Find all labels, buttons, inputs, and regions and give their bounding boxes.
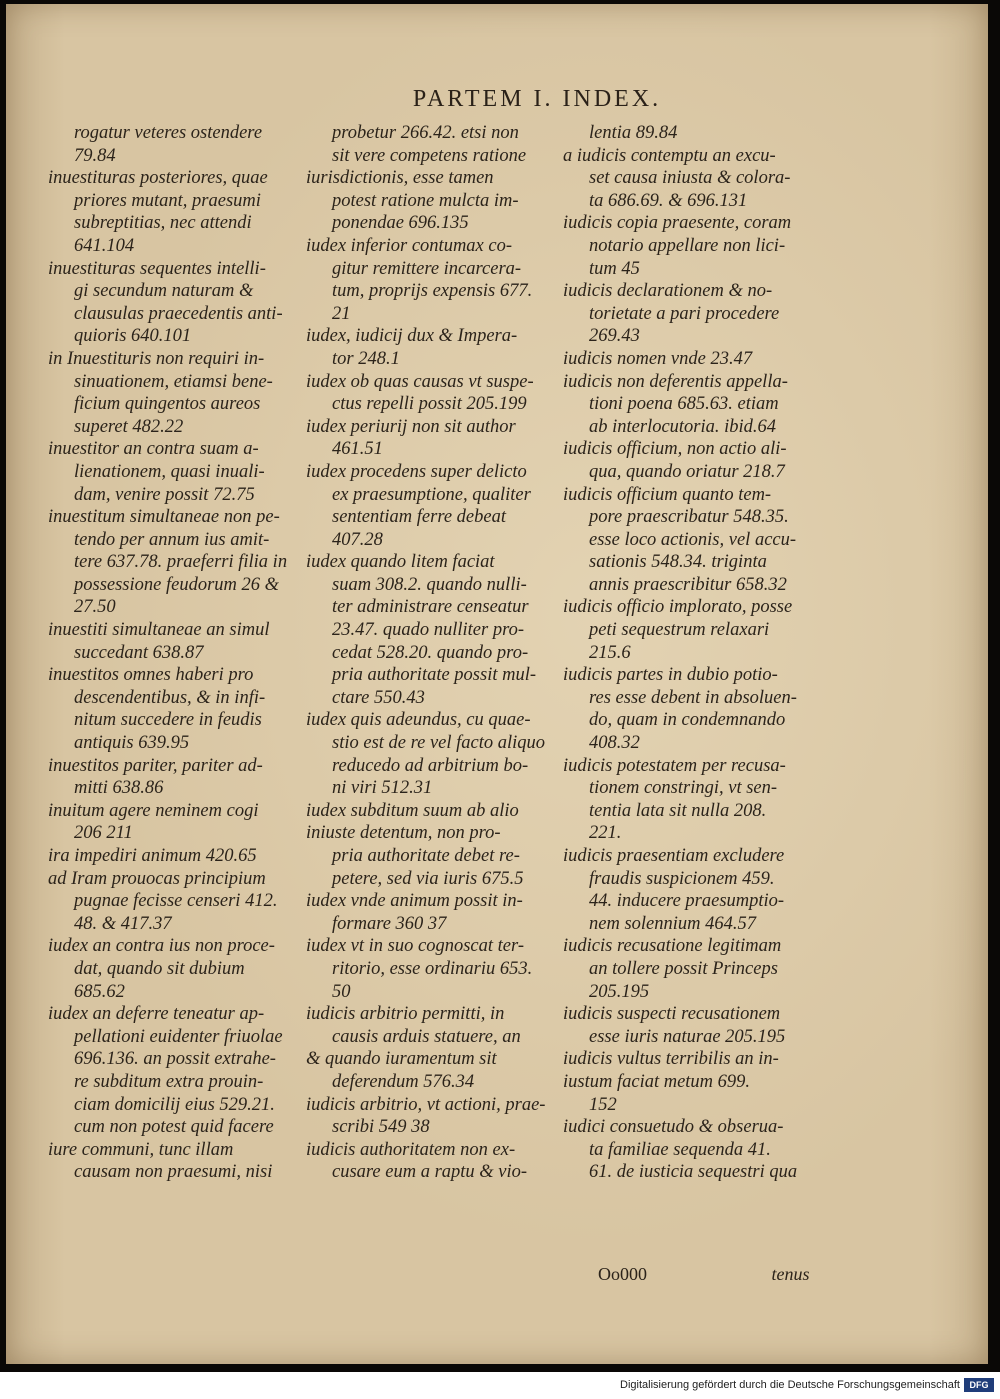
index-line: suam 308.2. quando nulli- <box>332 574 527 595</box>
index-line: causis arduis statuere, an <box>332 1026 521 1047</box>
index-line: do, quam in condemnando <box>589 710 786 731</box>
index-line: pellationi euidenter friuolae <box>74 1026 283 1047</box>
index-line: 696.136. an possit extrahe- <box>74 1049 276 1070</box>
index-line: antiquis 639.95 <box>74 733 190 754</box>
index-line: superet 482.22 <box>74 416 184 437</box>
index-line: potest ratione mulcta im- <box>332 190 519 211</box>
index-line: 408.32 <box>589 733 640 754</box>
index-line: mitti 638.86 <box>74 778 164 799</box>
index-line: iudicis praesentiam excludere <box>563 846 785 866</box>
index-line: iudex an contra ius non proce- <box>48 936 275 957</box>
index-line: tere 637.78. praeferri filia in <box>74 552 288 573</box>
index-line: iudicis non deferentis appella- <box>563 371 788 392</box>
index-line: & quando iuramentum sit <box>306 1049 497 1070</box>
index-line: ritorio, esse ordinariu 653. <box>332 958 533 979</box>
index-line: iudicis authoritatem non ex- <box>306 1139 516 1160</box>
index-line: iudicis potestatem per recusa- <box>563 755 786 776</box>
index-line: ta 686.69. & 696.131 <box>589 190 748 211</box>
index-line: iudicis officio implorato, posse <box>563 597 793 618</box>
index-column-left <box>48 122 318 1184</box>
index-line: pria authoritate possit mul- <box>332 665 537 686</box>
index-line: ter administrare censeatur <box>332 597 529 618</box>
index-line: inuestituras sequentes intelli- <box>48 258 266 279</box>
index-line: 407.28 <box>332 529 383 550</box>
index-line: notario appellare non lici- <box>589 235 786 256</box>
index-line: iudex subditum suum ab alio <box>306 800 519 821</box>
index-line: petere, sed via iuris 675.5 <box>332 868 524 889</box>
index-line: lienationem, quasi inuali- <box>74 461 265 482</box>
index-line: priores mutant, praesumi <box>74 190 261 211</box>
index-line: iudex ob quas causas vt suspe- <box>306 371 534 392</box>
index-line: esse loco actionis, vel accu- <box>589 529 797 550</box>
index-line: iustum faciat metum 699. <box>563 1071 751 1092</box>
index-line: inuestitum simultaneae non pe- <box>48 507 280 528</box>
index-line: subreptitias, nec attendi <box>74 213 252 234</box>
index-line: 44. inducere praesumptio- <box>589 891 785 912</box>
index-line: iudex procedens super delicto <box>306 461 527 482</box>
index-line: sententiam ferre debeat <box>332 507 506 528</box>
index-line: ctus repelli possit 205.199 <box>332 394 527 415</box>
index-line: sationis 548.34. triginta <box>589 552 767 573</box>
index-line: scribi 549 38 <box>332 1117 430 1138</box>
index-line: probetur 266.42. etsi non <box>332 123 519 143</box>
index-line: iudex quando litem faciat <box>306 552 495 573</box>
index-line: 23.47. quado nulliter pro- <box>332 620 525 641</box>
index-line: dam, venire possit 72.75 <box>74 484 255 505</box>
index-line: possessione feudorum 26 & <box>74 574 280 595</box>
index-line: sinuationem, etiamsi bene- <box>74 371 273 392</box>
funding-credit: Digitalisierung gefördert durch die Deutsche Forschungsgemeinschaft <box>620 1379 960 1391</box>
index-line: iudicis arbitrio permitti, in <box>306 1004 505 1025</box>
index-line: peti sequestrum relaxari <box>589 620 770 641</box>
index-line: inuestitos omnes haberi pro <box>48 665 254 686</box>
index-line: 27.50 <box>74 597 116 618</box>
index-line: 21 <box>332 303 351 324</box>
index-line: ad Iram prouocas principium <box>48 868 266 889</box>
index-line: iudicis arbitrio, vt actioni, prae- <box>306 1094 546 1115</box>
index-line: cum non potest quid facere <box>74 1117 274 1138</box>
index-line: 461.51 <box>332 439 383 460</box>
index-line: ab interlocutoria. ibid.64 <box>589 416 777 437</box>
index-line: 61. de iusticia sequestri qua <box>589 1162 798 1183</box>
index-line: gi secundum naturam & <box>74 281 254 302</box>
index-line: tionem constringi, vt sen- <box>589 778 778 799</box>
index-line: ira impediri animum 420.65 <box>48 846 257 866</box>
index-line: tor 248.1 <box>332 348 400 369</box>
index-line: torietate a pari procedere <box>589 303 780 324</box>
index-line: 152 <box>589 1094 617 1115</box>
index-line: 79.84 <box>74 145 116 166</box>
index-line: iudex inferior contumax co- <box>306 235 513 256</box>
index-column-middle <box>306 122 568 1184</box>
index-line: ex praesumptione, qualiter <box>332 484 531 505</box>
index-line: 685.62 <box>74 981 125 1002</box>
index-line: pugnae fecisse censeri 412. <box>74 891 278 912</box>
index-line: clausulas praecedentis anti- <box>74 303 283 324</box>
index-line: iudex, iudicij dux & Impera- <box>306 326 518 347</box>
index-line: ta familiae sequenda 41. <box>589 1139 771 1160</box>
index-line: tendo per annum ius amit- <box>74 529 270 550</box>
index-line: nitum succedere in feudis <box>74 710 262 731</box>
index-line: tum 45 <box>589 258 640 279</box>
index-line: fraudis suspicionem 459. <box>589 868 775 889</box>
index-line: iudicis partes in dubio potio- <box>563 665 778 686</box>
index-line: descendentibus, & in infi- <box>74 687 266 708</box>
index-line: iudicis suspecti recusationem <box>563 1004 781 1025</box>
index-line: in Inuestituris non requiri in- <box>48 348 265 369</box>
index-line: iure communi, tunc illam <box>48 1139 234 1160</box>
index-line: reducedo ad arbitrium bo- <box>332 755 529 776</box>
index-line: 48. & 417.37 <box>74 913 172 934</box>
index-line: iudex periurij non sit author <box>306 416 516 437</box>
index-line: an tollere possit Princeps <box>589 958 778 979</box>
index-line: iudicis officium quanto tem- <box>563 484 772 505</box>
dfg-logo-icon: DFG <box>964 1378 994 1392</box>
index-line: ctare 550.43 <box>332 687 425 708</box>
index-line: inuestituras posteriores, quae <box>48 168 268 189</box>
index-line: 641.104 <box>74 235 135 256</box>
index-line: iudicis declarationem & no- <box>563 281 773 302</box>
index-line: deferendum 576.34 <box>332 1071 475 1092</box>
index-line: inuestitor an contra suam a- <box>48 439 259 460</box>
catchline <box>598 1264 828 1285</box>
index-line: iudicis officium, non actio ali- <box>563 439 787 460</box>
catchword: tenus <box>771 1264 810 1284</box>
index-line: iudex vt in suo cognoscat ter- <box>306 936 524 957</box>
index-line: stio est de re vel facto aliquo <box>332 733 546 754</box>
index-line: inuestiti simultaneae an simul <box>48 620 270 641</box>
index-line: succedant 638.87 <box>74 642 204 663</box>
index-line: inuitum agere neminem cogi <box>48 800 259 821</box>
index-line: cedat 528.20. quando pro- <box>332 642 529 663</box>
index-line: quioris 640.101 <box>74 326 192 347</box>
signature-mark: Oo000 <box>598 1264 647 1284</box>
index-line: dat, quando sit dubium <box>74 958 245 979</box>
index-line: res esse debent in absoluen- <box>589 687 797 708</box>
index-line: annis praescribitur 658.32 <box>589 574 787 595</box>
index-line: iurisdictionis, esse tamen <box>306 168 494 189</box>
index-line: set causa iniusta & colora- <box>589 168 791 189</box>
index-line: inuestitos pariter, pariter ad- <box>48 755 263 776</box>
index-line: cusare eum a raptu & vio- <box>332 1162 528 1183</box>
index-line: gitur remittere incarcera- <box>332 258 522 279</box>
page-header <box>6 86 988 113</box>
index-line: ponendae 696.135 <box>332 213 469 234</box>
index-line: ni viri 512.31 <box>332 778 433 799</box>
index-line: iudicis copia praesente, coram <box>563 213 792 234</box>
index-column-right <box>563 122 833 1184</box>
index-line: esse iuris naturae 205.195 <box>589 1026 786 1047</box>
index-line: iudex quis adeundus, cu quae- <box>306 710 531 731</box>
index-line: iudex an deferre teneatur ap- <box>48 1004 265 1025</box>
index-line: lentia 89.84 <box>589 123 678 143</box>
index-line: pria authoritate debet re- <box>332 846 520 866</box>
book-page <box>6 4 988 1364</box>
index-line: nem solennium 464.57 <box>589 913 756 934</box>
index-line: causam non praesumi, nisi <box>74 1162 273 1183</box>
index-line: iudici consuetudo & obserua- <box>563 1117 784 1138</box>
page-title: PARTEM I. INDEX. <box>412 86 662 112</box>
index-line: qua, quando oriatur 218.7 <box>589 461 785 482</box>
index-line: 269.43 <box>589 326 640 347</box>
index-line: iniuste detentum, non pro- <box>306 823 501 844</box>
index-line: iudicis vultus terribilis an in- <box>563 1049 779 1070</box>
index-line: ficium quingentos aureos <box>74 394 261 415</box>
index-line: 215.6 <box>589 642 631 663</box>
index-line: re subditum extra prouin- <box>74 1071 264 1092</box>
index-line: rogatur veteres ostendere <box>74 123 263 143</box>
index-line: iudex vnde animum possit in- <box>306 891 523 912</box>
digitization-footer <box>0 1372 1000 1399</box>
index-line: tum, proprijs expensis 677. <box>332 281 533 302</box>
index-line: pore praescribatur 548.35. <box>589 507 789 528</box>
index-line: sit vere competens ratione <box>332 145 527 166</box>
index-line: tentia lata sit nulla 208. <box>589 800 767 821</box>
index-line: a iudicis contemptu an excu- <box>563 145 776 166</box>
index-line: ciam domicilij eius 529.21. <box>74 1094 275 1115</box>
index-line: 221. <box>589 823 622 844</box>
index-line: 50 <box>332 981 351 1002</box>
index-line: formare 360 37 <box>332 913 447 934</box>
index-line: iudicis recusatione legitimam <box>563 936 782 957</box>
index-line: 205.195 <box>589 981 650 1002</box>
index-line: tioni poena 685.63. etiam <box>589 394 779 415</box>
index-line: 206 211 <box>74 823 133 844</box>
index-line: iudicis nomen vnde 23.47 <box>563 348 753 369</box>
